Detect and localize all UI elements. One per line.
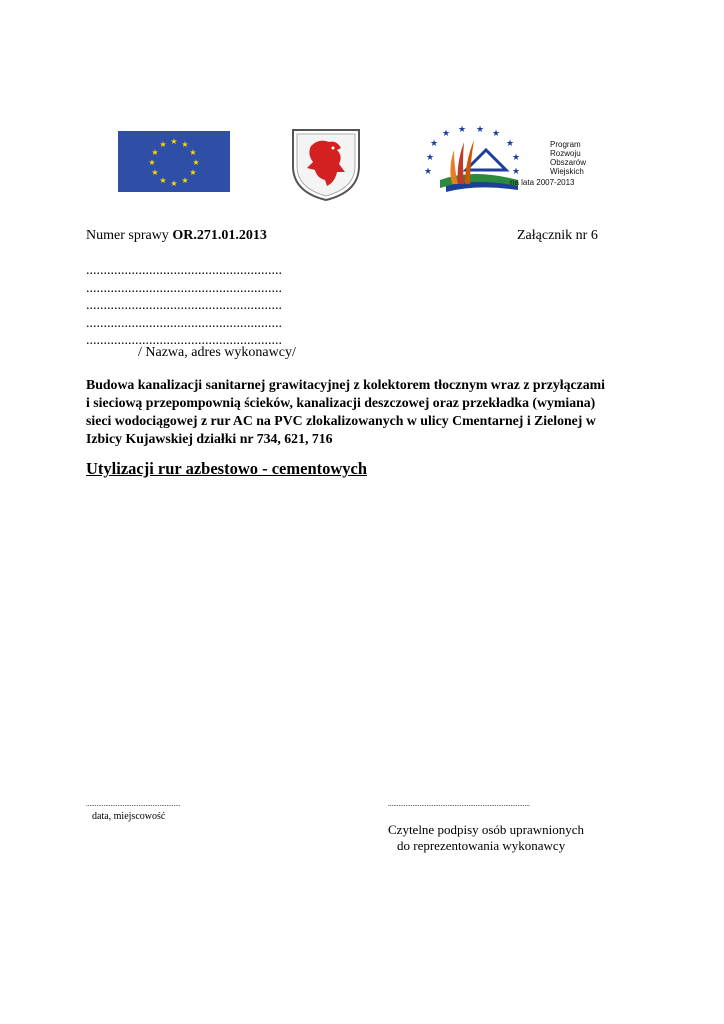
svg-text:★: ★	[151, 148, 159, 157]
svg-text:★: ★	[429, 139, 439, 149]
svg-text:★: ★	[159, 176, 167, 185]
svg-text:★: ★	[189, 148, 197, 157]
coat-of-arms-logo	[289, 126, 363, 202]
svg-text:★: ★	[189, 168, 197, 177]
case-number-line	[86, 228, 267, 244]
contractor-line-2: ........................................................	[86, 281, 282, 296]
contractor-line-1: ........................................................	[86, 263, 282, 278]
signature-caption-1: Czytelne podpisy osób uprawnionych	[388, 822, 585, 837]
eu-stars-icon	[118, 131, 230, 192]
svg-text:★: ★	[511, 153, 521, 163]
prow-text-line-3: Obszarów	[550, 158, 587, 167]
prow-text-line-5: na lata 2007-2013	[510, 178, 575, 187]
attachment-label: Załącznik nr 6	[517, 228, 598, 243]
svg-text:★: ★	[170, 137, 178, 146]
griffin-shield-icon	[289, 126, 363, 202]
project-line-3: sieci wodociągowej z rur AC na PVC zlokalizowanych w ulicy Cmentarnej i Zielonej w	[86, 413, 596, 428]
signature-dots: .................................................................................	[388, 800, 530, 808]
svg-text:★: ★	[491, 129, 501, 139]
svg-text:★: ★	[457, 125, 467, 135]
project-line-2: i sieciową przepompownią ścieków, kanalizacji deszczowej oraz przekładka (wymiana)	[86, 395, 596, 410]
svg-text:★: ★	[148, 158, 156, 167]
svg-text:★: ★	[425, 153, 435, 163]
prow-text-line-2: Rozwoju	[550, 149, 581, 158]
date-place-caption: data, miejscowość	[92, 811, 166, 822]
project-line-4: Izbicy Kujawskiej działki nr 734, 621, 716	[86, 431, 333, 446]
case-number: OR.271.01.2013	[172, 228, 267, 243]
svg-text:★: ★	[159, 140, 167, 149]
svg-text:★: ★	[441, 129, 451, 139]
contractor-line-5: ........................................................	[86, 333, 282, 348]
contractor-caption: / Nazwa, adres wykonawcy/	[138, 345, 296, 360]
date-place-dots: ......................................................	[86, 800, 181, 808]
prow-text-line-4: Wiejskich	[550, 167, 584, 176]
case-label: Numer sprawy	[86, 228, 169, 243]
svg-text:★: ★	[192, 158, 200, 167]
svg-text:★: ★	[505, 139, 515, 149]
signature-caption-2: do reprezentowania wykonawcy	[397, 838, 566, 853]
svg-text:★: ★	[181, 140, 189, 149]
section-title: Utylizacji rur azbestowo - cementowych	[86, 459, 368, 478]
svg-text:★: ★	[511, 167, 521, 177]
svg-text:★: ★	[181, 176, 189, 185]
prow-text-line-1: Program	[550, 140, 581, 149]
contractor-line-4: ........................................................	[86, 316, 282, 331]
svg-text:★: ★	[170, 179, 178, 188]
svg-text:★: ★	[151, 168, 159, 177]
svg-text:★: ★	[423, 167, 433, 177]
prow-program-logo	[418, 124, 608, 196]
contractor-line-3: ........................................................	[86, 298, 282, 313]
eu-flag-logo	[118, 131, 230, 192]
svg-text:★: ★	[475, 125, 485, 135]
project-line-1: Budowa kanalizacji sanitarnej grawitacyjnej z kolektorem tłocznym wraz z przyłączami	[86, 377, 605, 392]
